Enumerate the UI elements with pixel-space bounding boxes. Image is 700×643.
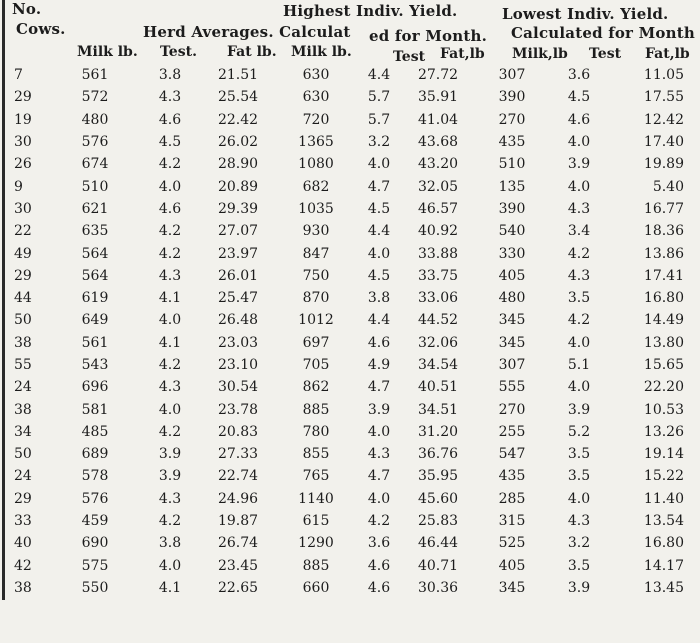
herd-test-cell: 4.3 (158, 267, 182, 284)
low-milk-cell: 547 (498, 446, 526, 463)
herd-fat-cell: 26.01 (217, 267, 259, 284)
high-test-cell: 5.7 (367, 111, 391, 128)
herd-test-cell: 3.9 (158, 468, 182, 485)
low-test-cell: 3.9 (567, 156, 591, 173)
high-test-cell: 4.4 (367, 312, 391, 329)
high-fat-cell: 40.71 (417, 557, 459, 574)
herd-fat-cell: 25.47 (217, 290, 259, 307)
table-row (10, 376, 688, 398)
col-header-milk: Milk lb. (77, 44, 138, 60)
herd-milk-cell: 578 (81, 468, 109, 485)
high-test-cell: 4.4 (367, 223, 391, 240)
herd-milk-cell: 459 (81, 513, 109, 530)
herd-milk-cell: 572 (81, 89, 109, 106)
low-test-cell: 4.0 (567, 490, 591, 507)
herd-fat-cell: 29.39 (217, 200, 259, 217)
high-fat-cell: 43.68 (417, 134, 459, 151)
low-milk-cell: 270 (498, 111, 526, 128)
herd-fat-cell: 23.45 (217, 557, 259, 574)
low-fat-cell: 17.41 (643, 267, 684, 284)
table-row (10, 131, 688, 153)
low-fat-cell: 13.26 (643, 423, 684, 440)
high-test-cell: 4.0 (367, 490, 391, 507)
header-cows: Cows. (16, 20, 66, 38)
cows-cell: 50 (14, 446, 32, 463)
table-row (10, 510, 688, 532)
low-test-cell: 4.0 (567, 379, 591, 396)
low-milk-cell: 480 (498, 290, 526, 307)
high-milk-cell: 765 (302, 468, 330, 485)
high-milk-cell: 1012 (298, 312, 334, 329)
low-milk-cell: 540 (498, 223, 526, 240)
herd-fat-cell: 30.54 (217, 379, 259, 396)
low-milk-cell: 435 (498, 468, 526, 485)
high-fat-cell: 40.51 (417, 379, 459, 396)
herd-test-cell: 4.3 (158, 379, 182, 396)
table-row (10, 287, 688, 309)
data-table-body (10, 64, 688, 599)
table-row (10, 64, 688, 86)
table-row (10, 332, 688, 354)
herd-fat-cell: 23.03 (217, 334, 259, 351)
low-milk-cell: 510 (498, 156, 526, 173)
low-test-cell: 4.2 (567, 312, 591, 329)
herd-test-cell: 3.8 (158, 535, 182, 552)
high-test-cell: 4.3 (367, 446, 391, 463)
herd-milk-cell: 649 (81, 312, 109, 329)
low-milk-cell: 135 (498, 178, 526, 195)
table-row (10, 465, 688, 487)
low-milk-cell: 345 (498, 312, 526, 329)
low-fat-cell: 10.53 (643, 401, 684, 418)
cows-cell: 33 (14, 513, 32, 530)
table-row (10, 109, 688, 131)
herd-test-cell: 4.1 (158, 579, 182, 596)
high-test-cell: 4.9 (367, 357, 391, 373)
high-fat-cell: 32.06 (417, 334, 459, 351)
table-row (10, 354, 688, 376)
high-test-cell: 4.7 (367, 468, 391, 485)
col-header-milk2: Milk lb. (291, 44, 352, 60)
low-test-cell: 4.3 (567, 200, 591, 217)
low-fat-cell: 16.77 (643, 200, 684, 217)
table-row (10, 220, 688, 242)
cows-cell: 19 (14, 111, 32, 128)
low-fat-cell: 11.05 (643, 67, 684, 84)
cows-cell: 34 (14, 423, 32, 440)
col-header-milk3: Milk,lb (512, 46, 568, 62)
header-for-month-1: ed for Month. (369, 27, 488, 45)
high-test-cell: 4.5 (367, 200, 391, 217)
high-test-cell: 4.0 (367, 245, 391, 262)
table-row (10, 242, 688, 264)
high-fat-cell: 31.20 (417, 423, 459, 440)
left-margin-rule (2, 0, 5, 600)
low-fat-cell: 13.45 (643, 579, 684, 596)
herd-milk-cell: 510 (81, 178, 109, 195)
cows-cell: 40 (14, 535, 32, 552)
herd-fat-cell: 26.74 (217, 535, 259, 552)
cows-cell: 7 (14, 67, 23, 84)
herd-fat-cell: 24.96 (217, 490, 259, 507)
low-fat-cell: 22.20 (643, 379, 684, 396)
low-milk-cell: 390 (498, 200, 526, 217)
herd-milk-cell: 550 (81, 579, 109, 596)
cows-cell: 42 (14, 557, 32, 574)
low-milk-cell: 307 (498, 357, 526, 373)
cows-cell: 22 (14, 223, 32, 240)
low-milk-cell: 255 (498, 423, 526, 440)
high-fat-cell: 36.76 (417, 446, 459, 463)
high-fat-cell: 33.75 (417, 267, 459, 284)
herd-milk-cell: 485 (81, 423, 109, 440)
table-row (10, 175, 688, 197)
table-row (10, 555, 688, 577)
high-milk-cell: 615 (302, 513, 330, 530)
herd-fat-cell: 23.10 (217, 357, 259, 373)
high-test-cell: 4.2 (367, 513, 391, 530)
herd-test-cell: 4.2 (158, 156, 182, 173)
table-row (10, 577, 688, 599)
high-milk-cell: 697 (302, 334, 330, 351)
herd-milk-cell: 674 (81, 156, 109, 173)
high-test-cell: 4.7 (367, 178, 391, 195)
low-test-cell: 3.5 (567, 446, 591, 463)
low-fat-cell: 12.42 (643, 111, 684, 128)
herd-test-cell: 4.2 (158, 223, 182, 240)
high-fat-cell: 34.51 (417, 401, 459, 418)
table-row (10, 198, 688, 220)
low-fat-cell: 18.36 (643, 223, 684, 240)
herd-fat-cell: 23.97 (217, 245, 259, 262)
table-row (10, 265, 688, 287)
low-milk-cell: 270 (498, 401, 526, 418)
low-fat-cell: 11.40 (643, 490, 684, 507)
high-fat-cell: 30.36 (417, 579, 459, 596)
high-milk-cell: 930 (302, 223, 330, 240)
cows-cell: 30 (14, 134, 32, 151)
high-fat-cell: 43.20 (417, 156, 459, 173)
herd-milk-cell: 561 (81, 67, 109, 84)
herd-test-cell: 4.2 (158, 423, 182, 440)
low-test-cell: 4.6 (567, 111, 591, 128)
high-test-cell: 4.6 (367, 557, 391, 574)
herd-fat-cell: 27.33 (217, 446, 259, 463)
cows-cell: 50 (14, 312, 32, 329)
herd-milk-cell: 690 (81, 535, 109, 552)
high-milk-cell: 847 (302, 245, 330, 262)
high-fat-cell: 35.91 (417, 89, 459, 106)
cows-cell: 29 (14, 89, 32, 106)
low-fat-cell: 13.54 (643, 513, 684, 530)
low-test-cell: 4.0 (567, 178, 591, 195)
herd-milk-cell: 564 (81, 245, 109, 262)
herd-milk-cell: 480 (81, 111, 109, 128)
herd-milk-cell: 619 (81, 290, 109, 307)
high-milk-cell: 1035 (298, 200, 334, 217)
cows-cell: 24 (14, 379, 32, 396)
high-milk-cell: 862 (302, 379, 330, 396)
herd-test-cell: 4.1 (158, 334, 182, 351)
herd-fat-cell: 20.89 (217, 178, 259, 195)
herd-test-cell: 4.0 (158, 401, 182, 418)
table-row (10, 86, 688, 108)
low-fat-cell: 5.40 (652, 178, 684, 195)
herd-fat-cell: 20.83 (217, 423, 259, 440)
herd-fat-cell: 22.42 (217, 111, 259, 128)
high-milk-cell: 1290 (298, 535, 334, 552)
herd-test-cell: 4.5 (158, 134, 182, 151)
low-test-cell: 4.0 (567, 134, 591, 151)
header-herd-averages: Herd Averages. Calculat (143, 23, 351, 41)
data-table (10, 64, 688, 599)
low-milk-cell: 285 (498, 490, 526, 507)
low-milk-cell: 525 (498, 535, 526, 552)
herd-fat-cell: 27.07 (217, 223, 259, 240)
high-fat-cell: 45.60 (417, 490, 459, 507)
cows-cell: 44 (14, 290, 32, 307)
low-test-cell: 4.0 (567, 334, 591, 351)
low-test-cell: 3.5 (567, 468, 591, 485)
low-test-cell: 3.9 (567, 401, 591, 418)
herd-fat-cell: 22.65 (217, 579, 259, 596)
herd-test-cell: 4.6 (158, 200, 182, 217)
cows-cell: 55 (14, 357, 32, 373)
low-milk-cell: 390 (498, 89, 526, 106)
low-test-cell: 3.5 (567, 557, 591, 574)
herd-fat-cell: 22.74 (217, 468, 259, 485)
herd-test-cell: 4.2 (158, 513, 182, 530)
high-test-cell: 4.0 (367, 156, 391, 173)
low-fat-cell: 16.80 (643, 290, 684, 307)
herd-milk-cell: 564 (81, 267, 109, 284)
low-test-cell: 3.5 (567, 290, 591, 307)
herd-test-cell: 3.9 (158, 446, 182, 463)
low-test-cell: 4.5 (567, 89, 591, 106)
high-milk-cell: 682 (302, 178, 330, 195)
high-fat-cell: 25.83 (417, 513, 459, 530)
low-test-cell: 4.3 (567, 267, 591, 284)
table-row (10, 443, 688, 465)
cows-cell: 29 (14, 267, 32, 284)
high-milk-cell: 855 (302, 446, 330, 463)
low-fat-cell: 19.14 (643, 446, 684, 463)
high-fat-cell: 34.54 (417, 357, 459, 373)
col-header-fat2: Fat,lb (440, 46, 485, 62)
header-no: No. (12, 0, 42, 18)
low-milk-cell: 405 (498, 557, 526, 574)
low-fat-cell: 15.22 (643, 468, 684, 485)
table-row (10, 153, 688, 175)
low-milk-cell: 405 (498, 267, 526, 284)
header-for-month-2: Calculated for Month (511, 24, 695, 42)
high-milk-cell: 1140 (298, 490, 334, 507)
high-fat-cell: 27.72 (417, 67, 459, 84)
high-fat-cell: 46.44 (417, 535, 459, 552)
col-header-fat: Fat lb. (227, 44, 277, 60)
low-test-cell: 3.9 (567, 579, 591, 596)
low-milk-cell: 555 (498, 379, 526, 396)
col-header-test: Test. (160, 44, 197, 60)
table-row (10, 488, 688, 510)
herd-milk-cell: 561 (81, 334, 109, 351)
low-test-cell: 4.2 (567, 245, 591, 262)
herd-milk-cell: 635 (81, 223, 109, 240)
low-fat-cell: 16.80 (643, 535, 684, 552)
high-test-cell: 3.9 (367, 401, 391, 418)
high-milk-cell: 1365 (298, 134, 334, 151)
low-milk-cell: 315 (498, 513, 526, 530)
high-fat-cell: 44.52 (417, 312, 459, 329)
herd-test-cell: 4.3 (158, 490, 182, 507)
cows-cell: 38 (14, 401, 32, 418)
cows-cell: 9 (14, 178, 23, 195)
herd-test-cell: 4.0 (158, 178, 182, 195)
herd-test-cell: 4.6 (158, 111, 182, 128)
high-milk-cell: 780 (302, 423, 330, 440)
high-milk-cell: 1080 (298, 156, 334, 173)
herd-milk-cell: 696 (81, 379, 109, 396)
high-milk-cell: 870 (302, 290, 330, 307)
high-test-cell: 4.0 (367, 423, 391, 440)
table-row (10, 309, 688, 331)
low-fat-cell: 17.40 (643, 134, 684, 151)
herd-milk-cell: 621 (81, 200, 109, 217)
low-test-cell: 3.2 (567, 535, 591, 552)
herd-milk-cell: 576 (81, 134, 109, 151)
low-fat-cell: 13.86 (643, 245, 684, 262)
header-lowest-indiv: Lowest Indiv. Yield. (502, 5, 669, 23)
low-fat-cell: 14.49 (643, 312, 684, 329)
high-milk-cell: 630 (302, 89, 330, 106)
high-test-cell: 4.6 (367, 579, 391, 596)
high-milk-cell: 750 (302, 267, 330, 284)
low-test-cell: 3.4 (567, 223, 591, 240)
herd-test-cell: 4.3 (158, 89, 182, 106)
high-test-cell: 4.6 (367, 334, 391, 351)
low-milk-cell: 307 (498, 67, 526, 84)
herd-milk-cell: 689 (81, 446, 109, 463)
herd-test-cell: 4.1 (158, 290, 182, 307)
high-milk-cell: 630 (302, 67, 330, 84)
herd-test-cell: 4.2 (158, 245, 182, 262)
high-fat-cell: 33.06 (417, 290, 459, 307)
high-milk-cell: 660 (302, 579, 330, 596)
low-test-cell: 4.3 (567, 513, 591, 530)
high-test-cell: 4.7 (367, 379, 391, 396)
herd-fat-cell: 25.54 (217, 89, 259, 106)
high-fat-cell: 41.04 (417, 111, 459, 128)
cows-cell: 26 (14, 156, 32, 173)
herd-fat-cell: 26.02 (217, 134, 259, 151)
header-highest-indiv: Highest Indiv. Yield. (283, 2, 458, 20)
high-test-cell: 5.7 (367, 89, 391, 106)
high-test-cell: 3.2 (367, 134, 391, 151)
table-row (10, 532, 688, 554)
herd-test-cell: 4.2 (158, 357, 182, 373)
low-fat-cell: 14.17 (643, 557, 684, 574)
high-milk-cell: 720 (302, 111, 330, 128)
herd-fat-cell: 26.48 (217, 312, 259, 329)
col-header-fat3: Fat,lb (645, 46, 690, 62)
cows-cell: 24 (14, 468, 32, 485)
cows-cell: 49 (14, 245, 32, 262)
high-test-cell: 3.8 (367, 290, 391, 307)
col-header-test3: Test (589, 46, 622, 62)
table-row (10, 398, 688, 420)
herd-fat-cell: 21.51 (217, 67, 259, 84)
herd-test-cell: 4.0 (158, 312, 182, 329)
herd-fat-cell: 19.87 (217, 513, 259, 530)
low-milk-cell: 435 (498, 134, 526, 151)
high-milk-cell: 885 (302, 557, 330, 574)
herd-fat-cell: 23.78 (217, 401, 259, 418)
high-test-cell: 3.6 (367, 535, 391, 552)
cows-cell: 29 (14, 490, 32, 507)
low-milk-cell: 345 (498, 334, 526, 351)
high-test-cell: 4.5 (367, 267, 391, 284)
high-test-cell: 4.4 (367, 67, 391, 84)
low-test-cell: 3.6 (567, 67, 591, 84)
cows-cell: 30 (14, 200, 32, 217)
high-fat-cell: 33.88 (417, 245, 459, 262)
low-fat-cell: 15.65 (643, 357, 684, 373)
cows-cell: 38 (14, 579, 32, 596)
high-milk-cell: 885 (302, 401, 330, 418)
herd-milk-cell: 581 (81, 401, 109, 418)
cows-cell: 38 (14, 334, 32, 351)
high-milk-cell: 705 (302, 357, 330, 373)
herd-test-cell: 4.0 (158, 557, 182, 574)
herd-milk-cell: 576 (81, 490, 109, 507)
high-fat-cell: 40.92 (417, 223, 459, 240)
high-fat-cell: 35.95 (417, 468, 459, 485)
low-fat-cell: 13.80 (643, 334, 684, 351)
herd-test-cell: 3.8 (158, 67, 182, 84)
low-fat-cell: 19.89 (643, 156, 684, 173)
table-row (10, 421, 688, 443)
low-test-cell: 5.2 (567, 423, 591, 440)
herd-milk-cell: 543 (81, 357, 109, 373)
high-fat-cell: 46.57 (417, 200, 459, 217)
herd-milk-cell: 575 (81, 557, 109, 574)
low-milk-cell: 330 (498, 245, 526, 262)
low-milk-cell: 345 (498, 579, 526, 596)
herd-fat-cell: 28.90 (217, 156, 259, 173)
high-fat-cell: 32.05 (417, 178, 459, 195)
low-test-cell: 5.1 (567, 357, 591, 373)
low-fat-cell: 17.55 (643, 89, 684, 106)
col-header-test2: Test (393, 49, 426, 65)
